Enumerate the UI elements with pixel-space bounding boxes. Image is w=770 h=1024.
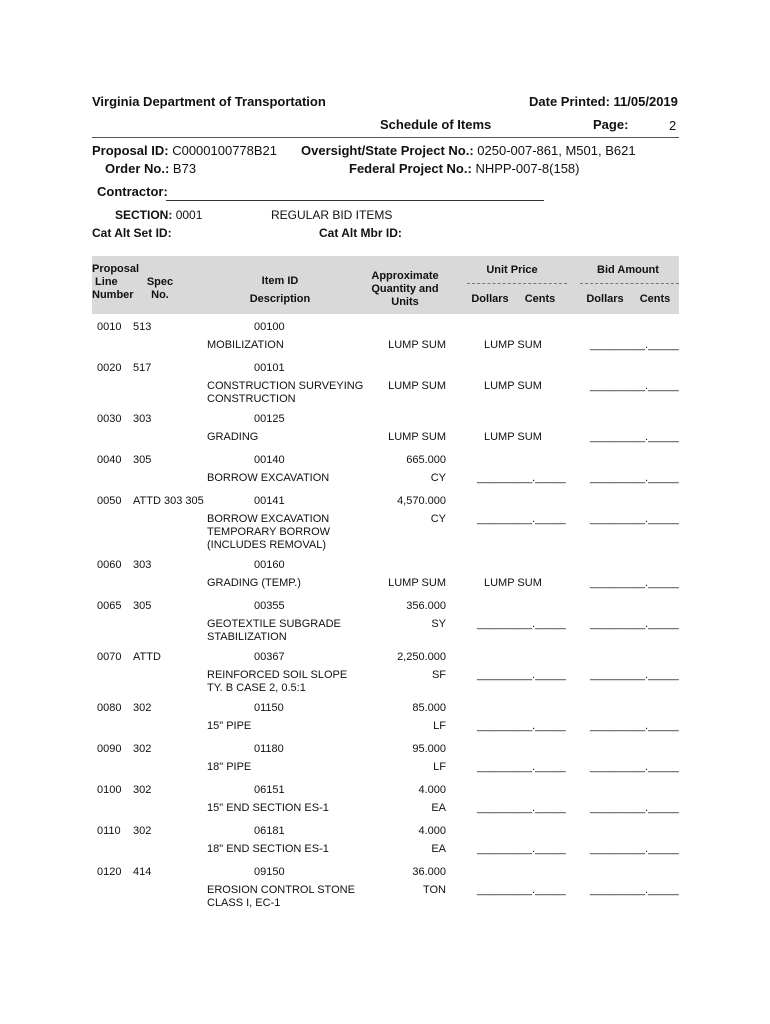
col-unit-price: Unit Price — [486, 264, 538, 276]
organization-name: Virginia Department of Transportation — [92, 94, 326, 109]
col-bid-dollars: Dollars — [586, 293, 624, 305]
item-id: 00160 — [254, 559, 285, 571]
bid-amount-divider — [580, 283, 679, 284]
item-description: EROSION CONTROL STONE CLASS I, EC-1 — [207, 884, 355, 909]
quantity-unit: LUMP SUM — [388, 431, 446, 443]
bid-amount-blank: _________._____ — [590, 720, 679, 732]
item-description: REINFORCED SOIL SLOPE TY. B CASE 2, 0.5:1 — [207, 669, 348, 694]
page-number: 2 — [669, 118, 677, 133]
unit-price: LUMP SUM — [484, 577, 542, 589]
bid-amount-blank: _________._____ — [590, 884, 679, 896]
item-description: BORROW EXCAVATION TEMPORARY BORROW (INCLUDES REMOVAL) — [207, 513, 331, 551]
date-printed-label: Date Printed: — [529, 94, 610, 109]
unit-price-blank: _________._____ — [477, 884, 566, 896]
spec-number: 305 — [133, 454, 152, 466]
col-bid-amount: Bid Amount — [597, 264, 659, 276]
quantity-unit: LUMP SUM — [388, 339, 446, 351]
date-printed-value: 11/05/2019 — [613, 94, 678, 109]
quantity-value: 4.000 — [418, 825, 446, 837]
unit-price-blank: _________._____ — [477, 669, 566, 681]
spec-number: 302 — [133, 784, 152, 796]
spec-number: 303 — [133, 413, 152, 425]
spec-number: 302 — [133, 702, 152, 714]
line-number: 0110 — [97, 825, 121, 837]
line-number: 0010 — [97, 321, 122, 333]
item-id: 01150 — [254, 702, 284, 714]
bid-amount-blank: _________._____ — [590, 761, 679, 773]
cat-alt-set-label: Cat Alt Set ID: — [92, 226, 172, 240]
item-description: 15" PIPE — [207, 720, 252, 732]
col-spec-no: Spec No. — [146, 276, 174, 301]
table-header — [92, 256, 679, 314]
quantity-value: 36.000 — [412, 866, 446, 878]
item-id: 00141 — [254, 495, 285, 507]
quantity-value: 85.000 — [412, 702, 446, 714]
col-unit-dollars: Dollars — [471, 293, 509, 305]
unit-price-blank: _________._____ — [477, 720, 566, 732]
quantity-unit: TON — [422, 884, 446, 896]
quantity-unit: SF — [431, 669, 446, 681]
item-id: 06181 — [254, 825, 285, 837]
proposal-id-value: C0000100778B21 — [172, 143, 278, 158]
unit-price: LUMP SUM — [484, 380, 542, 392]
bid-amount-blank: _________._____ — [590, 618, 679, 630]
item-description: MOBILIZATION — [207, 339, 284, 351]
line-number: 0100 — [97, 784, 122, 796]
unit-price-blank: _________._____ — [477, 761, 566, 773]
proposal-id — [92, 143, 277, 158]
item-id: 00125 — [254, 413, 285, 425]
bid-amount-blank: _________._____ — [590, 380, 679, 392]
unit-price: LUMP SUM — [484, 431, 542, 443]
col-line-number: Proposal Line Number — [92, 263, 140, 301]
quantity-value: 665.000 — [406, 454, 446, 466]
bid-amount-blank: _________._____ — [590, 669, 679, 681]
line-number: 0090 — [97, 743, 122, 755]
oversight-project — [301, 143, 636, 158]
order-no-value: B73 — [172, 161, 197, 176]
quantity-unit: EA — [431, 843, 446, 855]
quantity-value: 2,250.000 — [397, 651, 446, 663]
line-number: 0080 — [97, 702, 122, 714]
bid-amount-blank: _________._____ — [590, 802, 679, 814]
oversight-label: Oversight/State Project No.: — [301, 143, 474, 158]
section-info — [115, 208, 202, 222]
quantity-unit: CY — [430, 472, 446, 484]
col-description: Description — [249, 293, 311, 305]
bid-amount-blank: _________._____ — [590, 431, 679, 443]
quantity-unit: CY — [430, 513, 446, 525]
line-number: 0120 — [97, 866, 122, 878]
bid-amount-blank: _________._____ — [590, 513, 679, 525]
spec-number: ATTD 303 305 — [133, 495, 204, 507]
line-number: 0040 — [97, 454, 122, 466]
spec-number: 513 — [133, 321, 152, 333]
item-description: GEOTEXTILE SUBGRADE STABILIZATION — [207, 618, 341, 643]
spec-number: 305 — [133, 600, 152, 612]
order-no-label: Order No.: — [105, 161, 170, 176]
line-number: 0030 — [97, 413, 122, 425]
federal-label: Federal Project No.: — [349, 161, 472, 176]
item-id: 09150 — [254, 866, 285, 878]
item-id: 00101 — [254, 362, 285, 374]
page-label: Page: — [593, 117, 629, 132]
spec-number: 302 — [133, 825, 152, 837]
order-no — [105, 161, 196, 176]
quantity-unit: LUMP SUM — [388, 380, 446, 392]
bid-amount-blank: _________._____ — [590, 843, 679, 855]
bid-amount-blank: _________._____ — [590, 339, 679, 351]
header-divider — [92, 137, 679, 138]
document-title: Schedule of Items — [380, 117, 492, 132]
item-description: CONSTRUCTION SURVEYING CONSTRUCTION — [207, 380, 364, 405]
item-id: 00367 — [254, 651, 285, 663]
section-name: REGULAR BID ITEMS — [271, 208, 393, 222]
col-unit-cents: Cents — [524, 293, 556, 305]
col-quantity: Approximate Quantity and Units — [371, 270, 439, 308]
line-number: 0070 — [97, 651, 122, 663]
spec-number: 414 — [133, 866, 152, 878]
spec-number: 303 — [133, 559, 152, 571]
item-id: 00355 — [254, 600, 285, 612]
bid-amount-blank: _________._____ — [590, 577, 679, 589]
contractor-label: Contractor: — [97, 184, 168, 199]
federal-project — [349, 161, 579, 176]
unit-price-divider — [467, 283, 567, 284]
item-description: 15" END SECTION ES-1 — [207, 802, 329, 814]
unit-price-blank: _________._____ — [477, 843, 566, 855]
unit-price: LUMP SUM — [484, 339, 542, 351]
quantity-unit: LF — [433, 720, 446, 732]
quantity-value: 4.000 — [418, 784, 446, 796]
item-description: BORROW EXCAVATION — [207, 472, 330, 484]
date-printed — [529, 94, 678, 109]
item-description: 18" PIPE — [207, 761, 252, 773]
spec-number: 302 — [133, 743, 152, 755]
item-description: 18" END SECTION ES-1 — [207, 843, 329, 855]
spec-number: ATTD — [133, 651, 161, 663]
item-id: 00100 — [254, 321, 285, 333]
cat-alt-mbr-label: Cat Alt Mbr ID: — [319, 226, 402, 240]
bid-amount-blank: _________._____ — [590, 472, 679, 484]
quantity-value: 4,570.000 — [397, 495, 446, 507]
quantity-unit: SY — [431, 618, 446, 630]
federal-value: NHPP-007-8(158) — [475, 161, 580, 176]
section-label: SECTION: — [115, 208, 173, 222]
item-id: 00140 — [254, 454, 285, 466]
line-number: 0020 — [97, 362, 122, 374]
line-number: 0065 — [97, 600, 122, 612]
line-number: 0060 — [97, 559, 122, 571]
item-id: 01180 — [254, 743, 284, 755]
col-item-id: Item ID — [261, 275, 299, 287]
unit-price-blank: _________._____ — [477, 802, 566, 814]
item-id: 06151 — [254, 784, 285, 796]
line-number: 0050 — [97, 495, 122, 507]
quantity-value: 356.000 — [406, 600, 446, 612]
section-number: 0001 — [175, 208, 203, 222]
spec-number: 517 — [133, 362, 152, 374]
unit-price-blank: _________._____ — [477, 472, 566, 484]
item-description: GRADING — [207, 431, 259, 443]
unit-price-blank: _________._____ — [477, 513, 566, 525]
item-description: GRADING (TEMP.) — [207, 577, 301, 589]
quantity-value: 95.000 — [412, 743, 446, 755]
col-bid-cents: Cents — [639, 293, 671, 305]
quantity-unit: LF — [433, 761, 446, 773]
oversight-value: 0250-007-861, M501, B621 — [477, 143, 636, 158]
unit-price-blank: _________._____ — [477, 618, 566, 630]
proposal-id-label: Proposal ID: — [92, 143, 169, 158]
quantity-unit: EA — [431, 802, 446, 814]
quantity-unit: LUMP SUM — [388, 577, 446, 589]
contractor-field-line — [166, 200, 544, 201]
